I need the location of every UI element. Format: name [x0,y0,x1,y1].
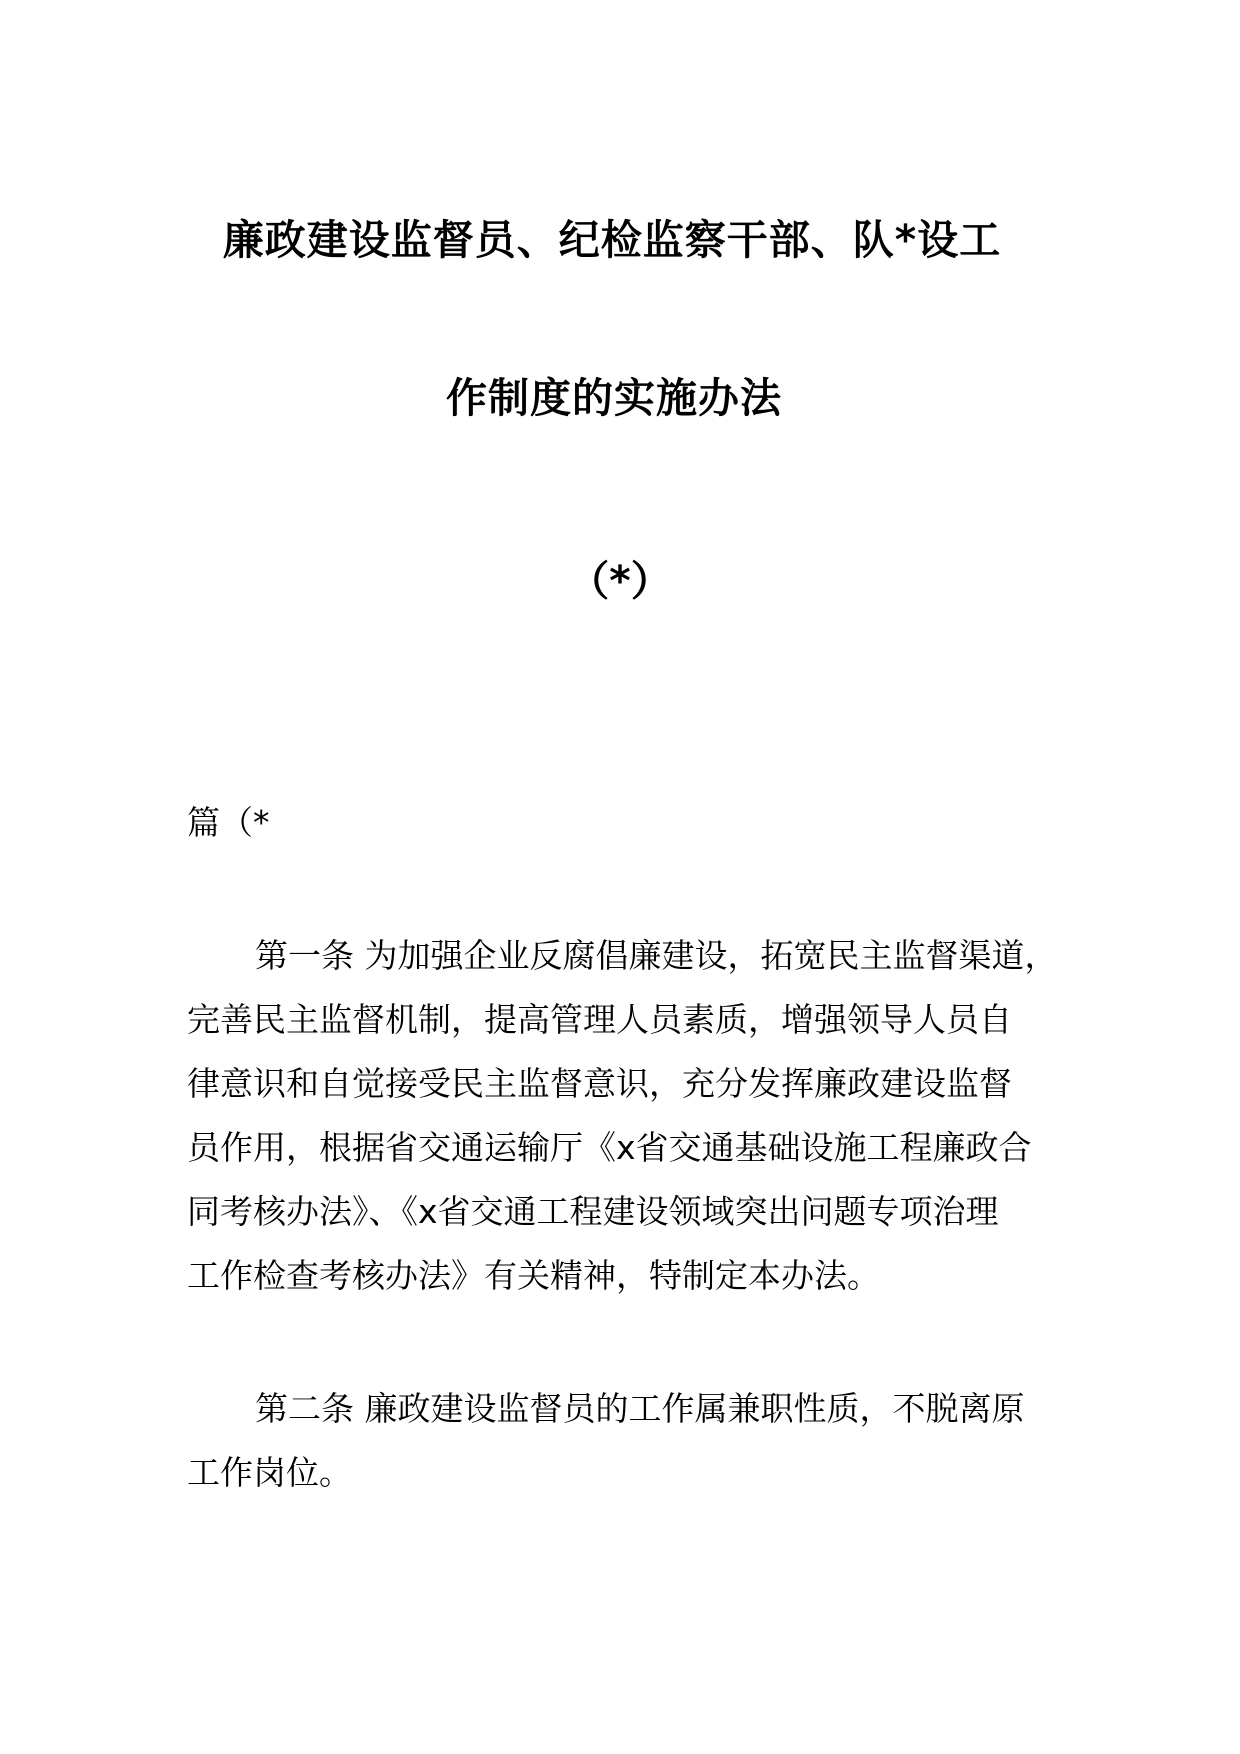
article-1-line-5: 同考核办法》、《x省交通工程建设领域突出问题专项治理 [187,1192,999,1231]
article-2-line-1: 第二条 廉政建设监督员的工作属兼职性质，不脱离原 [255,1389,1025,1428]
article-1-line-2: 完善民主监督机制，提高管理人员素质，增强领导人员自 [187,1000,1012,1039]
article-1 [187,924,1087,1308]
article-1-line-6: 工作检查考核办法》有关精神，特制定本办法。 [187,1256,880,1295]
article-1-line-1: 第一条 为加强企业反腐倡廉建设，拓宽民主监督渠道， [255,936,1058,975]
article-2 [187,1377,1087,1505]
article-2-line-2: 工作岗位。 [187,1453,352,1492]
document-title-line-1: 廉政建设监督员、纪检监察干部、队*设工 [222,216,1002,264]
article-1-line-3: 律意识和自觉接受民主监督意识，充分发挥廉政建设监督 [187,1064,1012,1103]
document-subtitle: （*） [568,557,672,605]
document-title-line-2: 作制度的实施办法 [446,374,782,422]
section-heading: 篇（* [187,803,270,842]
article-1-line-4: 员作用，根据省交通运输厅《x省交通基础设施工程廉政合 [187,1128,1032,1167]
